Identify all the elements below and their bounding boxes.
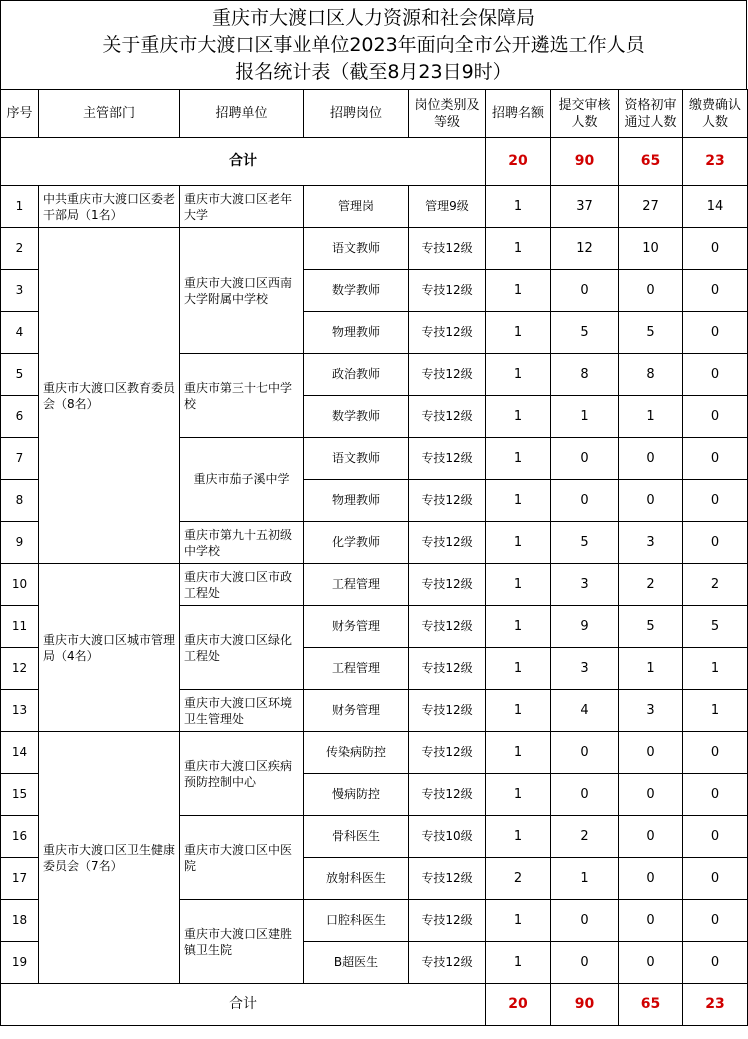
paid-cell: 1 (683, 690, 748, 732)
post-cell: 数学教师 (304, 396, 409, 438)
header-post: 招聘岗位 (304, 90, 409, 138)
post-cell: 骨科医生 (304, 816, 409, 858)
seq-cell: 9 (1, 522, 39, 564)
total-top-passed: 65 (619, 138, 683, 186)
quota-cell: 2 (486, 858, 551, 900)
category-cell: 专技12级 (409, 354, 486, 396)
paid-cell: 0 (683, 228, 748, 270)
quota-cell: 1 (486, 354, 551, 396)
submitted-cell: 0 (551, 732, 619, 774)
category-cell: 专技12级 (409, 312, 486, 354)
title-line-1: 重庆市大渡口区人力资源和社会保障局 (211, 7, 535, 29)
dept-cell: 中共重庆市大渡口区委老干部局（1名） (39, 186, 180, 228)
passed-cell: 0 (619, 270, 683, 312)
post-cell: 放射科医生 (304, 858, 409, 900)
paid-cell: 2 (683, 564, 748, 606)
quota-cell: 1 (486, 186, 551, 228)
submitted-cell: 9 (551, 606, 619, 648)
category-cell: 专技12级 (409, 438, 486, 480)
passed-cell: 27 (619, 186, 683, 228)
category-cell: 专技12级 (409, 606, 486, 648)
total-bottom-submitted: 90 (551, 984, 619, 1026)
passed-cell: 0 (619, 438, 683, 480)
post-cell: 政治教师 (304, 354, 409, 396)
post-cell: B超医生 (304, 942, 409, 984)
total-bottom-quota: 20 (486, 984, 551, 1026)
quota-cell: 1 (486, 564, 551, 606)
post-cell: 物理教师 (304, 480, 409, 522)
quota-cell: 1 (486, 648, 551, 690)
passed-cell: 0 (619, 480, 683, 522)
post-cell: 财务管理 (304, 606, 409, 648)
unit-cell: 重庆市第九十五初级中学校 (180, 522, 304, 564)
category-cell: 专技12级 (409, 690, 486, 732)
paid-cell: 14 (683, 186, 748, 228)
submitted-cell: 0 (551, 480, 619, 522)
dept-cell: 重庆市大渡口区教育委员会（8名） (39, 228, 180, 564)
submitted-cell: 0 (551, 900, 619, 942)
unit-cell: 重庆市大渡口区西南大学附属中学校 (180, 228, 304, 354)
submitted-cell: 5 (551, 522, 619, 564)
post-cell: 数学教师 (304, 270, 409, 312)
post-cell: 口腔科医生 (304, 900, 409, 942)
category-cell: 专技10级 (409, 816, 486, 858)
passed-cell: 3 (619, 690, 683, 732)
quota-cell: 1 (486, 942, 551, 984)
paid-cell: 0 (683, 438, 748, 480)
paid-cell: 0 (683, 354, 748, 396)
category-cell: 专技12级 (409, 522, 486, 564)
table-row (1, 186, 748, 228)
submitted-cell: 4 (551, 690, 619, 732)
passed-cell: 1 (619, 648, 683, 690)
header-seq: 序号 (1, 90, 39, 138)
seq-cell: 11 (1, 606, 39, 648)
quota-cell: 1 (486, 270, 551, 312)
seq-cell: 18 (1, 900, 39, 942)
title-line-2: 关于重庆市大渡口区事业单位2023年面向全市公开遴选工作人员 (102, 34, 645, 56)
submitted-cell: 3 (551, 648, 619, 690)
category-cell: 专技12级 (409, 396, 486, 438)
category-cell: 专技12级 (409, 228, 486, 270)
unit-cell: 重庆市大渡口区绿化工程处 (180, 606, 304, 690)
table-row (1, 228, 748, 270)
post-cell: 财务管理 (304, 690, 409, 732)
seq-cell: 6 (1, 396, 39, 438)
seq-cell: 15 (1, 774, 39, 816)
post-cell: 化学教师 (304, 522, 409, 564)
submitted-cell: 2 (551, 816, 619, 858)
submitted-cell: 0 (551, 270, 619, 312)
category-cell: 管理9级 (409, 186, 486, 228)
category-cell: 专技12级 (409, 480, 486, 522)
quota-cell: 1 (486, 816, 551, 858)
submitted-cell: 1 (551, 858, 619, 900)
paid-cell: 0 (683, 480, 748, 522)
total-bottom-passed: 65 (619, 984, 683, 1026)
quota-cell: 1 (486, 900, 551, 942)
header-row (1, 90, 748, 138)
unit-cell: 重庆市第三十七中学校 (180, 354, 304, 438)
unit-cell: 重庆市茄子溪中学 (180, 438, 304, 522)
unit-cell: 重庆市大渡口区环境卫生管理处 (180, 690, 304, 732)
category-cell: 专技12级 (409, 900, 486, 942)
submitted-cell: 0 (551, 774, 619, 816)
seq-cell: 4 (1, 312, 39, 354)
total-top-paid: 23 (683, 138, 748, 186)
unit-cell: 重庆市大渡口区建胜镇卫生院 (180, 900, 304, 984)
category-cell: 专技12级 (409, 942, 486, 984)
submitted-cell: 1 (551, 396, 619, 438)
total-top-label: 合计 (1, 138, 486, 186)
quota-cell: 1 (486, 774, 551, 816)
total-top-quota: 20 (486, 138, 551, 186)
quota-cell: 1 (486, 480, 551, 522)
paid-cell: 0 (683, 942, 748, 984)
submitted-cell: 37 (551, 186, 619, 228)
post-cell: 工程管理 (304, 564, 409, 606)
header-category: 岗位类别及等级 (409, 90, 486, 138)
post-cell: 物理教师 (304, 312, 409, 354)
seq-cell: 5 (1, 354, 39, 396)
seq-cell: 7 (1, 438, 39, 480)
passed-cell: 2 (619, 564, 683, 606)
header-dept: 主管部门 (39, 90, 180, 138)
unit-cell: 重庆市大渡口区老年大学 (180, 186, 304, 228)
quota-cell: 1 (486, 732, 551, 774)
submitted-cell: 5 (551, 312, 619, 354)
paid-cell: 0 (683, 396, 748, 438)
table-row (1, 732, 748, 774)
post-cell: 管理岗 (304, 186, 409, 228)
seq-cell: 19 (1, 942, 39, 984)
post-cell: 语文教师 (304, 438, 409, 480)
seq-cell: 17 (1, 858, 39, 900)
total-row-top (1, 138, 748, 186)
post-cell: 语文教师 (304, 228, 409, 270)
paid-cell: 0 (683, 522, 748, 564)
header-paid: 缴费确认人数 (683, 90, 748, 138)
quota-cell: 1 (486, 438, 551, 480)
seq-cell: 14 (1, 732, 39, 774)
passed-cell: 0 (619, 774, 683, 816)
seq-cell: 3 (1, 270, 39, 312)
header-quota: 招聘名额 (486, 90, 551, 138)
submitted-cell: 0 (551, 438, 619, 480)
post-cell: 传染病防控 (304, 732, 409, 774)
unit-cell: 重庆市大渡口区市政工程处 (180, 564, 304, 606)
document-title (0, 0, 747, 89)
quota-cell: 1 (486, 522, 551, 564)
passed-cell: 0 (619, 816, 683, 858)
submitted-cell: 3 (551, 564, 619, 606)
category-cell: 专技12级 (409, 858, 486, 900)
unit-cell: 重庆市大渡口区疾病预防控制中心 (180, 732, 304, 816)
post-cell: 工程管理 (304, 648, 409, 690)
paid-cell: 5 (683, 606, 748, 648)
table-body (1, 90, 748, 1026)
passed-cell: 10 (619, 228, 683, 270)
paid-cell: 0 (683, 774, 748, 816)
category-cell: 专技12级 (409, 732, 486, 774)
category-cell: 专技12级 (409, 648, 486, 690)
passed-cell: 0 (619, 732, 683, 774)
dept-cell: 重庆市大渡口区城市管理局（4名） (39, 564, 180, 732)
paid-cell: 1 (683, 648, 748, 690)
category-cell: 专技12级 (409, 774, 486, 816)
passed-cell: 0 (619, 942, 683, 984)
seq-cell: 10 (1, 564, 39, 606)
paid-cell: 0 (683, 270, 748, 312)
unit-cell: 重庆市大渡口区中医院 (180, 816, 304, 900)
submitted-cell: 0 (551, 942, 619, 984)
passed-cell: 5 (619, 606, 683, 648)
passed-cell: 3 (619, 522, 683, 564)
statistics-table (0, 89, 748, 1026)
paid-cell: 0 (683, 858, 748, 900)
paid-cell: 0 (683, 816, 748, 858)
title-line-3: 报名统计表（截至8月23日9时） (235, 61, 512, 83)
category-cell: 专技12级 (409, 564, 486, 606)
seq-cell: 2 (1, 228, 39, 270)
submitted-cell: 8 (551, 354, 619, 396)
passed-cell: 8 (619, 354, 683, 396)
paid-cell: 0 (683, 732, 748, 774)
total-top-submitted: 90 (551, 138, 619, 186)
paid-cell: 0 (683, 900, 748, 942)
category-cell: 专技12级 (409, 270, 486, 312)
quota-cell: 1 (486, 228, 551, 270)
quota-cell: 1 (486, 396, 551, 438)
header-submitted: 提交审核人数 (551, 90, 619, 138)
quota-cell: 1 (486, 690, 551, 732)
quota-cell: 1 (486, 312, 551, 354)
header-unit: 招聘单位 (180, 90, 304, 138)
seq-cell: 12 (1, 648, 39, 690)
passed-cell: 0 (619, 858, 683, 900)
total-bottom-label: 合计 (1, 984, 486, 1026)
dept-cell: 重庆市大渡口区卫生健康委员会（7名） (39, 732, 180, 984)
submitted-cell: 12 (551, 228, 619, 270)
total-bottom-paid: 23 (683, 984, 748, 1026)
seq-cell: 13 (1, 690, 39, 732)
passed-cell: 1 (619, 396, 683, 438)
seq-cell: 8 (1, 480, 39, 522)
seq-cell: 1 (1, 186, 39, 228)
total-row-bottom (1, 984, 748, 1026)
header-passed: 资格初审通过人数 (619, 90, 683, 138)
paid-cell: 0 (683, 312, 748, 354)
table-row (1, 564, 748, 606)
passed-cell: 5 (619, 312, 683, 354)
seq-cell: 16 (1, 816, 39, 858)
post-cell: 慢病防控 (304, 774, 409, 816)
passed-cell: 0 (619, 900, 683, 942)
quota-cell: 1 (486, 606, 551, 648)
